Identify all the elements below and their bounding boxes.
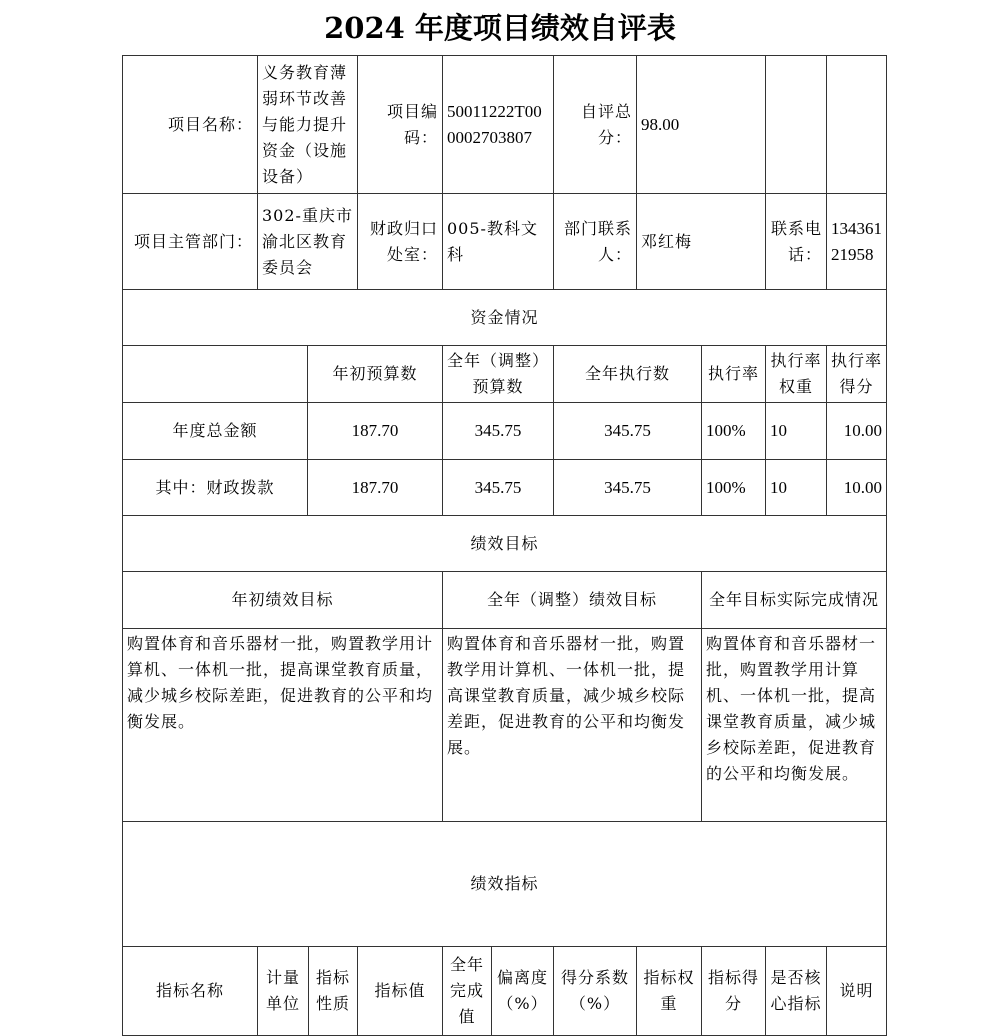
phone-value: 13436121958 bbox=[826, 193, 887, 290]
finance-label: 财政归口处室： bbox=[357, 193, 443, 290]
funds-cell: 345.75 bbox=[553, 459, 702, 516]
project-name-value: 义务教育薄弱环节改善与能力提升资金（设施设备） bbox=[257, 55, 358, 194]
finance-value: 005-教科文科 bbox=[442, 193, 554, 290]
indicator-header-actual: 全年完成值 bbox=[442, 946, 492, 1036]
project-code-value: 50011222T000002703807 bbox=[442, 55, 554, 194]
project-code-label: 项目编码： bbox=[357, 55, 443, 194]
goals-text-actual: 购置体育和音乐器材一批，购置教学用计算机、一体机一批，提高课堂教育质量，减少城乡校际差距，促进教育的公平和均衡发展。 bbox=[701, 628, 887, 822]
funds-header-executed: 全年执行数 bbox=[553, 345, 702, 403]
goals-text-adjusted: 购置体育和音乐器材一批，购置教学用计算机、一体机一批，提高课堂教育质量，减少城乡校际差距，促进教育的公平和均衡发展。 bbox=[442, 628, 702, 822]
indicator-header-value: 指标值 bbox=[357, 946, 443, 1036]
goals-header-initial: 年初绩效目标 bbox=[122, 571, 443, 629]
funds-cell: 100% bbox=[701, 402, 766, 460]
funds-cell: 345.75 bbox=[442, 459, 554, 516]
goals-header-actual: 全年目标实际完成情况 bbox=[701, 571, 887, 629]
indicator-header-coefficient: 得分系数（%） bbox=[553, 946, 637, 1036]
goals-text-initial: 购置体育和音乐器材一批，购置教学用计算机、一体机一批，提高课堂教育质量，减少城乡校际差距，促进教育的公平和均衡发展。 bbox=[122, 628, 443, 822]
funds-cell: 10 bbox=[765, 402, 827, 460]
contact-label: 部门联系人： bbox=[553, 193, 637, 290]
funds-row-label: 其中：财政拨款 bbox=[122, 459, 308, 516]
funds-row-label: 年度总金额 bbox=[122, 402, 308, 460]
indicator-header-core: 是否核心指标 bbox=[765, 946, 827, 1036]
dept-label: 项目主管部门： bbox=[122, 193, 258, 290]
funds-header-rate: 执行率 bbox=[701, 345, 766, 403]
indicator-header-note: 说明 bbox=[826, 946, 887, 1036]
funds-cell: 187.70 bbox=[307, 459, 443, 516]
indicators-section-title: 绩效指标 bbox=[122, 821, 887, 947]
funds-cell: 345.75 bbox=[553, 402, 702, 460]
funds-cell: 187.70 bbox=[307, 402, 443, 460]
indicator-header-unit: 计量单位 bbox=[257, 946, 309, 1036]
funds-cell: 10 bbox=[765, 459, 827, 516]
empty-cell bbox=[765, 55, 827, 194]
funds-cell: 10.00 bbox=[826, 459, 887, 516]
page-title: 2024 年度项目绩效自评表 bbox=[324, 11, 676, 45]
indicator-header-weight: 指标权重 bbox=[636, 946, 702, 1036]
dept-value: 302-重庆市渝北区教育委员会 bbox=[257, 193, 358, 290]
funds-section-title: 资金情况 bbox=[122, 289, 887, 346]
project-name-label: 项目名称： bbox=[122, 55, 258, 194]
funds-cell: 10.00 bbox=[826, 402, 887, 460]
indicator-header-nature: 指标性质 bbox=[308, 946, 358, 1036]
funds-header-adjusted: 全年（调整）预算数 bbox=[442, 345, 554, 403]
indicator-header-deviation: 偏离度（%） bbox=[491, 946, 554, 1036]
goals-header-adjusted: 全年（调整）绩效目标 bbox=[442, 571, 702, 629]
empty-cell bbox=[826, 55, 887, 194]
funds-cell: 345.75 bbox=[442, 402, 554, 460]
self-score-label: 自评总分： bbox=[553, 55, 637, 194]
contact-value: 邓红梅 bbox=[636, 193, 766, 290]
funds-header-score: 执行率得分 bbox=[826, 345, 887, 403]
indicator-header-name: 指标名称 bbox=[122, 946, 258, 1036]
funds-header-weight: 执行率权重 bbox=[765, 345, 827, 403]
funds-header-blank bbox=[122, 345, 308, 403]
funds-cell: 100% bbox=[701, 459, 766, 516]
goals-section-title: 绩效目标 bbox=[122, 515, 887, 572]
indicator-header-score: 指标得分 bbox=[701, 946, 766, 1036]
funds-header-budget: 年初预算数 bbox=[307, 345, 443, 403]
phone-label: 联系电话： bbox=[765, 193, 827, 290]
self-score-value: 98.00 bbox=[636, 55, 766, 194]
